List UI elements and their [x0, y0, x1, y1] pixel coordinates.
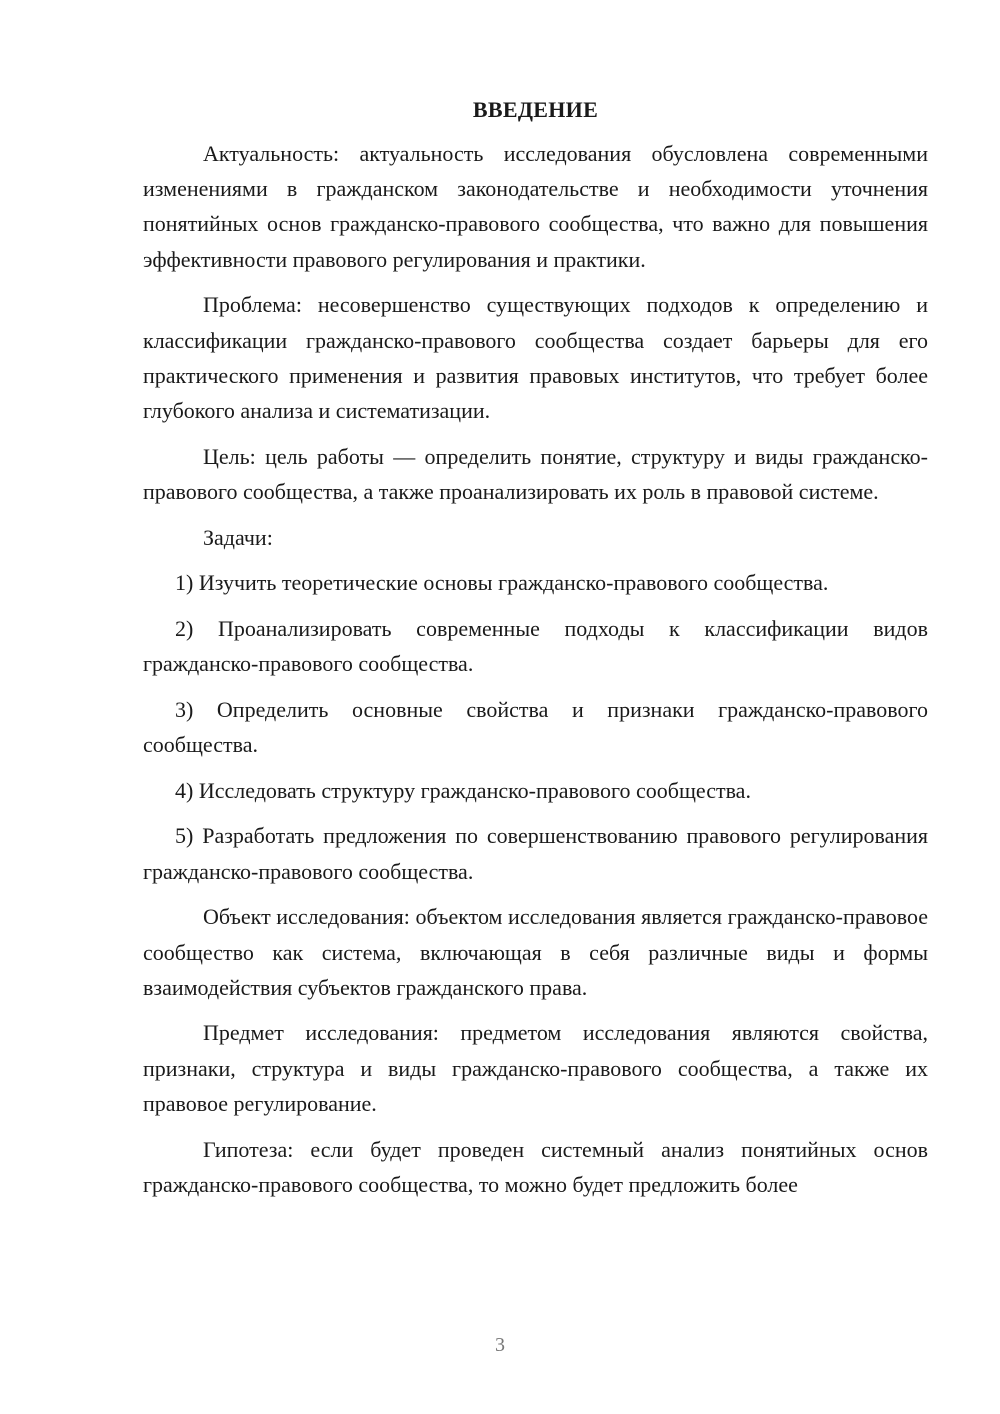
section-heading: ВВЕДЕНИЕ [472, 97, 599, 122]
task-item-5: 5) Разработать предложения по совершенствованию правового регулирования гражданско-правового сообщества. [143, 823, 928, 884]
paragraph-object: Объект исследования: объектом исследования является гражданско-правовое сообщество как система, включающая в себя различные виды и формы взаимодействия субъектов гражданского права. [143, 904, 928, 1000]
task-item-2: 2) Проанализировать современные подходы к классификации видов гражданско-правового сообщества. [143, 615, 928, 677]
paragraph-subject: Предмет исследования: предметом исследования являются свойства, признаки, структура и виды гражданско-правового сообщества, а также их правовое регулирование. [143, 1020, 928, 1116]
page-number: 3 [495, 1334, 505, 1356]
paragraph-tasks-label: Задачи: [203, 524, 273, 550]
paragraph-hypothesis: Гипотеза: если будет проведен системный анализ понятийных основ гражданско-правового сообщества, то можно будет предложить более [143, 1136, 928, 1197]
paragraph-goal: Цель: цель работы — определить понятие, структуру и виды гражданско-правового сообщества, а также проанализировать их роль в правовой системе. [143, 443, 928, 504]
document-page [143, 92, 928, 1212]
paragraph-problem: Проблема: несовершенство существующих подходов к определению и классификации гражданско-правового сообщества создает барьеры для его практического применения и развития правовых институтов, что требует более глубокого анализа и систематизации. [143, 292, 928, 423]
task-item-3: 3) Определить основные свойства и признаки гражданско-правового сообщества. [143, 696, 928, 758]
task-item-1: 1) Изучить теоретические основы гражданско-правового сообщества. [175, 570, 829, 596]
task-item-4: 4) Исследовать структуру гражданско-правового сообщества. [175, 777, 751, 803]
paragraph-relevance: Актуальность: актуальность исследования обусловлена современными изменениями в гражданском законодательстве и необходимости уточнения понятийных основ гражданско-правового сообщества, что важно для повышения эффективности правового регулирования и практики. [143, 141, 928, 272]
